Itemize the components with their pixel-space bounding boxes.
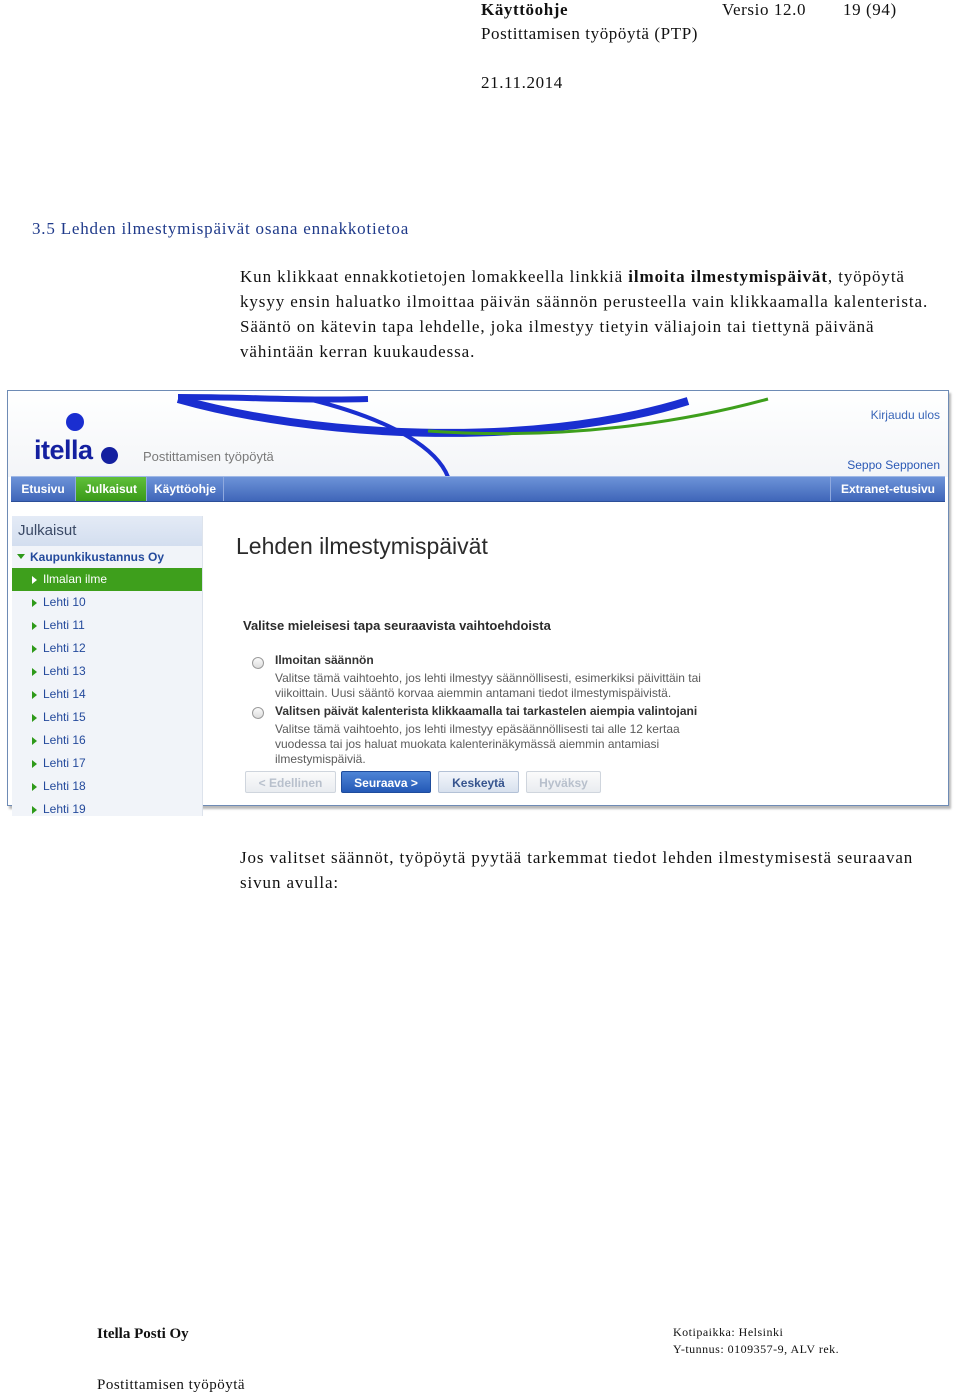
arrow-right-icon <box>32 737 37 745</box>
choose-text: Valitse mieleisesi tapa seuraavista vaihtoehdoista <box>243 618 551 633</box>
page-number: 19 (94) <box>843 0 897 19</box>
doc-version: Versio 12.0 <box>722 0 807 19</box>
user-name[interactable]: Seppo Sepponen <box>847 458 940 472</box>
calendar-option-desc: Valitse tämä vaihtoehto, jos lehti ilmestyy epäsäännöllisesti tai alle 12 kertaa vuodessa tai jos haluat muokata kalenterinäkymässä aiemmin antamiasi ilmestymispäiviä. <box>275 722 680 766</box>
main-nav <box>11 476 945 502</box>
arrow-right-icon <box>32 622 37 630</box>
sidebar-item[interactable]: Lehti 18 <box>12 775 202 798</box>
product-name: Postittamisen työpöytä (PTP) <box>481 24 699 43</box>
nav-extranet[interactable]: Extranet-etusivu <box>830 477 945 501</box>
rule-radio[interactable] <box>252 657 264 669</box>
nav-kayttoohje[interactable]: Käyttöohje <box>147 477 224 501</box>
sidebar <box>12 516 203 816</box>
intro-text-2: , työpöytä kysyy ensin haluatko ilmoittaa päivän säännön perusteella vain klikkaamalla kalenterista. Sääntö on kätevin tapa lehdelle, joka ilmestyy tietyin väliajoin tai tiettynä päivänä vähintään kerran kuukaudessa. <box>240 267 929 361</box>
footer-product: Postittamisen työpöytä <box>97 1377 246 1393</box>
calendar-radio[interactable] <box>252 707 264 719</box>
arrow-right-icon <box>32 783 37 791</box>
nav-julkaisut[interactable]: Julkaisut <box>76 477 147 501</box>
calendar-option-label[interactable]: Valitsen päivät kalenterista klikkaamalla tai tarkastelen aiempia valintojani <box>275 704 698 718</box>
accept-button[interactable]: Hyväksy <box>526 771 601 793</box>
sidebar-item[interactable]: Ilmalan ilme <box>12 568 202 591</box>
sidebar-item[interactable]: Lehti 15 <box>12 706 202 729</box>
nav-etusivu[interactable]: Etusivu <box>11 477 76 501</box>
app-header <box>8 391 948 477</box>
arrow-right-icon <box>32 806 37 814</box>
arrow-right-icon <box>32 576 37 584</box>
sidebar-item[interactable]: Lehti 13 <box>12 660 202 683</box>
intro-text-1: Kun klikkaat ennakkotietojen lomakkeella linkkiä <box>240 267 629 286</box>
expand-arrow-icon <box>17 554 25 559</box>
footer-domicile: Kotipaikka: Helsinki <box>673 1325 784 1339</box>
footer-business-id: Y-tunnus: 0109357-9, ALV rek. <box>673 1342 840 1356</box>
itella-logo: itella <box>34 435 93 465</box>
app-screenshot <box>7 390 949 816</box>
intro-link-text: ilmoita ilmestymispäivät <box>628 267 828 286</box>
logo-dot <box>66 413 84 431</box>
doc-type: Käyttöohje <box>481 0 569 19</box>
sidebar-item[interactable]: Lehti 12 <box>12 637 202 660</box>
sidebar-item[interactable]: Lehti 14 <box>12 683 202 706</box>
next-button[interactable]: Seuraava > <box>341 771 431 793</box>
after-paragraph: Jos valitset säännöt, työpöytä pyytää tarkemmat tiedot lehden ilmestymisestä seuraavan sivun avulla: <box>240 848 914 892</box>
sidebar-item[interactable]: Lehti 19 <box>12 798 202 821</box>
sidebar-item[interactable]: Lehti 16 <box>12 729 202 752</box>
cancel-button[interactable]: Keskeytä <box>438 771 519 793</box>
logo-ball <box>101 447 118 464</box>
footer-company: Itella Posti Oy <box>97 1326 189 1342</box>
arrow-right-icon <box>32 760 37 768</box>
app-title: Postittamisen työpöytä <box>143 449 274 464</box>
logout-link[interactable]: Kirjaudu ulos <box>870 408 940 422</box>
sidebar-item[interactable]: Lehti 11 <box>12 614 202 637</box>
arrow-right-icon <box>32 645 37 653</box>
arrow-right-icon <box>32 714 37 722</box>
rule-option-desc: Valitse tämä vaihtoehto, jos lehti ilmestyy säännöllisesti, esimerkiksi päivittäin tai viikoittain. Uusi sääntö korvaa aiemmin antamani tiedot ilmestymispäivistä. <box>275 671 701 700</box>
doc-date: 21.11.2014 <box>481 73 563 92</box>
intro-paragraph <box>240 264 930 364</box>
section-title: 3.5 Lehden ilmestymispäivät osana ennakkotietoa <box>32 219 410 238</box>
sidebar-company[interactable]: Kaupunkikustannus Oy <box>12 546 202 568</box>
arrow-right-icon <box>32 691 37 699</box>
sidebar-title: Julkaisut <box>12 516 202 546</box>
arrow-right-icon <box>32 668 37 676</box>
sidebar-item[interactable]: Lehti 17 <box>12 752 202 775</box>
page-title: Lehden ilmestymispäivät <box>236 533 488 559</box>
rule-option-label[interactable]: Ilmoitan säännön <box>275 653 374 667</box>
previous-button[interactable]: < Edellinen <box>245 771 336 793</box>
sidebar-item[interactable]: Lehti 10 <box>12 591 202 614</box>
header-swoosh <box>8 391 948 477</box>
arrow-right-icon <box>32 599 37 607</box>
